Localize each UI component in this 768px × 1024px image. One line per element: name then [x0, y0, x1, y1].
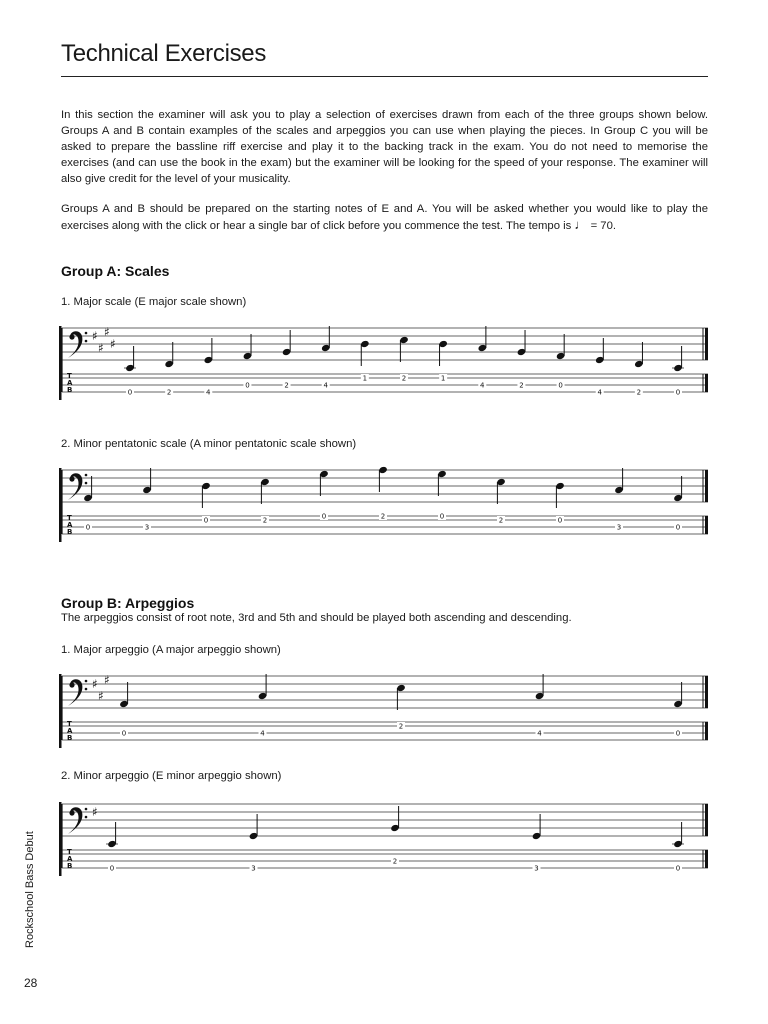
- tab-fret-number: 1: [440, 374, 446, 383]
- final-barline-thick: [705, 516, 708, 534]
- final-barline-thick: [705, 470, 708, 502]
- tab-clef-letter: A: [67, 379, 73, 387]
- tab-fret-number: 0: [675, 729, 681, 738]
- tab-fret-number: 4: [260, 729, 265, 738]
- tab-fret-number: 1: [362, 374, 368, 383]
- tab-clef-letter: T: [67, 720, 72, 728]
- tab-fret-number: 0: [321, 512, 327, 521]
- tab-fret-number: 2: [398, 722, 404, 731]
- final-barline-thick: [705, 850, 708, 868]
- tab-fret-number: 2: [380, 512, 386, 521]
- staff-major-scale: [59, 325, 708, 400]
- tab-clef-letter: B: [67, 862, 73, 870]
- key-sharp-icon: ♯: [98, 341, 104, 355]
- tab-fret-number: 4: [597, 388, 602, 397]
- key-sharp-icon: ♯: [104, 325, 110, 339]
- key-sharp-icon: ♯: [110, 337, 116, 351]
- final-barline-thick: [705, 676, 708, 708]
- tab-fret-number: 3: [144, 523, 150, 532]
- system-bracket: [59, 802, 62, 876]
- tab-fret-number: 3: [251, 864, 256, 873]
- tab-fret-number: 0: [85, 523, 91, 532]
- key-sharp-icon: ♯: [92, 329, 98, 343]
- tab-fret-number: 2: [498, 516, 504, 525]
- tab-fret-number: 0: [121, 729, 127, 738]
- tab-fret-number: 0: [245, 381, 250, 390]
- page-title: Technical Exercises: [61, 40, 267, 67]
- instructions-text: Groups A and B should be prepared on the starting notes of E and A. You will be asked whether you would like to play the exercises along with the click or hear a single bar of click before you commence the test. The tempo is: [61, 203, 708, 232]
- bass-clef-icon: [68, 807, 87, 834]
- title-rule: [61, 76, 708, 77]
- tab-clef-letter: B: [67, 528, 73, 536]
- notation-minor-pentatonic: [58, 462, 714, 542]
- page-number: 28: [24, 976, 38, 990]
- tab-fret-number: 0: [557, 516, 563, 525]
- tab-clef-letter: A: [67, 855, 73, 863]
- tab-fret-number: 0: [127, 388, 133, 397]
- tab-fret-number: 2: [401, 374, 407, 383]
- notation-major-scale: [58, 320, 714, 400]
- bass-clef-icon: [68, 679, 87, 706]
- staff-minor-arpeggio: [59, 802, 708, 876]
- tab-fret-number: 4: [323, 381, 328, 390]
- tab-fret-number: 4: [206, 388, 211, 397]
- tab-fret-number: 2: [392, 857, 398, 866]
- group-b-intro: The arpeggios consist of root note, 3rd and 5th and should be played both ascending and descending.: [61, 612, 572, 624]
- tab-fret-number: 0: [109, 864, 115, 873]
- tab-clef-letter: T: [67, 372, 72, 380]
- exercise-label-minor-arpeggio: 2. Minor arpeggio (E minor arpeggio shown): [61, 770, 282, 782]
- tab-fret-number: 0: [675, 523, 681, 532]
- bass-clef-icon: [68, 473, 87, 500]
- final-barline-thick: [705, 722, 708, 740]
- tab-fret-number: 2: [262, 516, 268, 525]
- tab-fret-number: 0: [558, 381, 563, 390]
- notation-major-arpeggio: [58, 668, 714, 748]
- tab-clef-letter: B: [67, 386, 73, 394]
- tab-fret-number: 0: [439, 512, 445, 521]
- tab-clef-letter: A: [67, 727, 73, 735]
- tab-fret-number: 3: [616, 523, 622, 532]
- tab-fret-number: 2: [284, 381, 289, 390]
- tab-clef-letter: T: [67, 514, 72, 522]
- tab-clef-letter: B: [67, 734, 73, 742]
- notation-minor-arpeggio: [58, 796, 714, 876]
- tab-fret-number: 0: [203, 516, 209, 525]
- system-bracket: [59, 468, 62, 542]
- final-barline-thick: [705, 328, 708, 360]
- tab-fret-number: 2: [166, 388, 172, 397]
- key-sharp-icon: ♯: [98, 689, 104, 703]
- tab-clef-letter: T: [67, 848, 72, 856]
- instructions-paragraph: [61, 201, 708, 234]
- book-title-side: Rockschool Bass Debut: [24, 831, 36, 948]
- tab-clef-letter: A: [67, 521, 73, 529]
- group-a-heading: Group A: Scales: [61, 263, 170, 279]
- intro-paragraph: In this section the examiner will ask you to play a selection of exercises drawn from each of the three groups shown below. Groups A and B contain examples of the scales and arpeggios you can use when playing the pieces. In Group C you will be asked to prepare the bassline riff exercise and play it to the backing track in the exam. You do not need to memorise the exercises (and can use the book in the exam) but the examiner will be looking for the speed of your response. The examiner will also give credit for the level of your musicality.: [61, 109, 708, 185]
- key-sharp-icon: ♯: [92, 805, 98, 819]
- tab-fret-number: 2: [636, 388, 642, 397]
- system-bracket: [59, 326, 62, 400]
- exercise-label-major-scale: 1. Major scale (E major scale shown): [61, 296, 247, 308]
- tab-fret-number: 4: [480, 381, 485, 390]
- tab-fret-number: 3: [534, 864, 539, 873]
- group-b-heading: Group B: Arpeggios: [61, 595, 195, 611]
- final-barline-thick: [705, 374, 708, 392]
- key-sharp-icon: ♯: [92, 677, 98, 691]
- tab-fret-number: 4: [537, 729, 542, 738]
- key-sharp-icon: ♯: [104, 673, 110, 687]
- staff-major-arpeggio: [59, 673, 708, 748]
- tab-fret-number: 0: [675, 388, 681, 397]
- bass-clef-icon: [68, 331, 87, 358]
- tempo-value: = 70.: [590, 220, 617, 232]
- exercise-label-major-arpeggio: 1. Major arpeggio (A major arpeggio shown): [61, 644, 281, 656]
- tab-fret-number: 2: [519, 381, 524, 390]
- system-bracket: [59, 674, 62, 748]
- exercise-label-minor-pentatonic: 2. Minor pentatonic scale (A minor pentatonic scale shown): [61, 438, 357, 450]
- staff-minor-pentatonic: [59, 466, 708, 542]
- tab-fret-number: 0: [675, 864, 681, 873]
- tempo-note-icon: ♩: [574, 217, 588, 232]
- final-barline-thick: [705, 804, 708, 836]
